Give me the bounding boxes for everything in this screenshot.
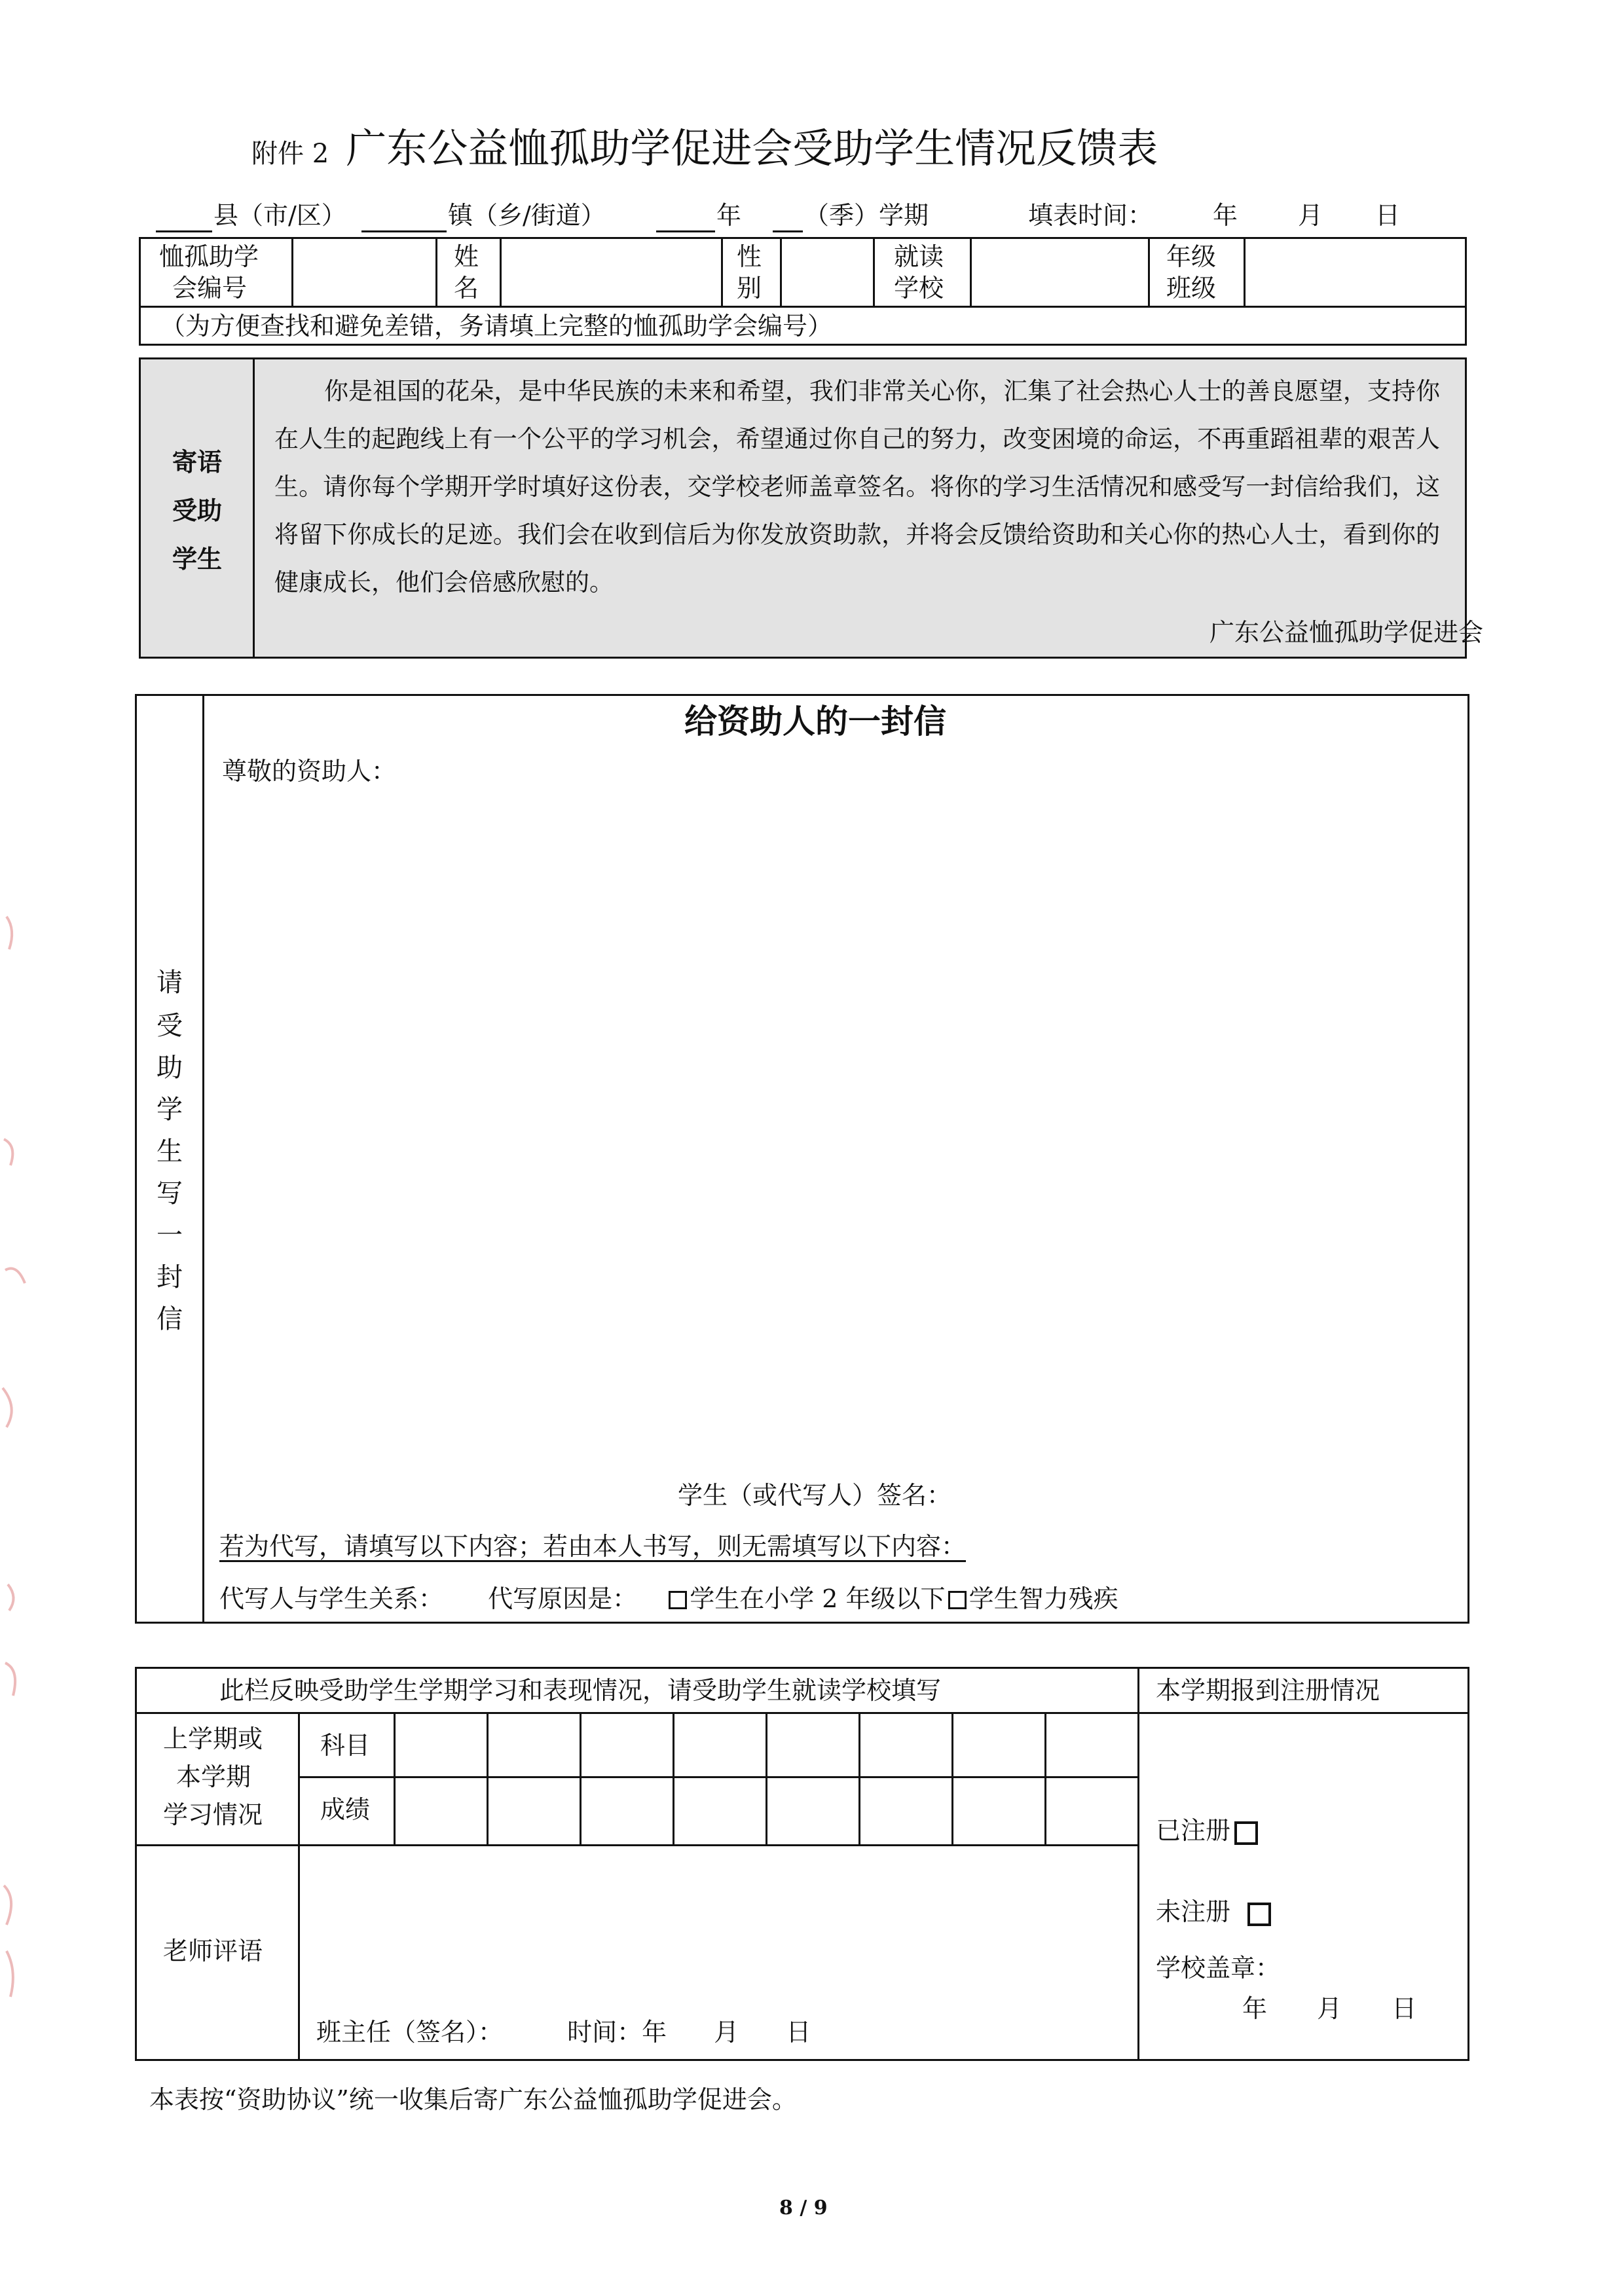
fill-year-unit: 年 [1213, 201, 1238, 230]
form-title: 广东公益恤孤助学促进会受助学生情况反馈表 [346, 124, 1158, 172]
document-title [251, 124, 1158, 172]
letter-box [135, 694, 1469, 1624]
stamp-month-unit: 月 [1317, 1994, 1342, 2023]
sign-year-unit: 年 [642, 2018, 667, 2047]
id-number-field[interactable] [294, 239, 434, 304]
reason-option-young: 学生在小学 2 年级以下 [690, 1584, 946, 1613]
side-char: 封 [157, 1262, 183, 1292]
study-label-line2: 本学期 [176, 1762, 251, 1791]
message-body: 你是祖国的花朵，是中华民族的未来和希望，我们非常关心你，汇集了社会热心人士的善良愿望，支持你在人生的起跑线上有一个公平的学习机会，希望通过你自己的努力，改变困境的命运，不再重蹈祖辈的艰苦人生。请你每个学期开学时填好这份表，交学校老师盖章签名。将你的学习生活情况和感受写一封信给我们，这将留下你成长的足迹。我们会在收到信后为你发放资助款，并将会反馈给资助和关心你的热心人士，看到你的健康成长，他们会倍感欣慰的。 [274, 377, 1440, 596]
stamp-year-unit: 年 [1242, 1994, 1268, 2023]
subject-label: 科目 [320, 1731, 371, 1760]
letter-salutation: 尊敬的资助人： [222, 757, 397, 786]
side-char: 生 [157, 1137, 183, 1167]
subject-grid[interactable] [396, 1715, 1136, 1776]
reason-label: 代写原因是： [488, 1584, 638, 1613]
registered-checkbox[interactable] [1234, 1821, 1258, 1845]
id-note: （为方便查找和避免差错，务请填上完整的恤孤助学会编号） [160, 312, 833, 340]
registered-label: 已注册 [1156, 1816, 1231, 1845]
school-field[interactable] [972, 239, 1147, 304]
message-label-cell [141, 359, 255, 657]
town-label: 镇（乡/街道） [448, 201, 606, 230]
sign-time-label: 时间： [567, 2018, 642, 2047]
registration-header: 本学期报到注册情况 [1156, 1676, 1380, 1705]
name-label-line2: 名 [454, 274, 479, 302]
teacher-comment-label: 老师评语 [163, 1937, 263, 1965]
fill-month-unit: 月 [1298, 201, 1323, 230]
relation-label: 代写人与学生关系： [219, 1584, 444, 1613]
side-char: 请 [157, 968, 183, 998]
school-section-table [135, 1667, 1469, 2061]
reason-checkbox-disability[interactable] [948, 1591, 967, 1609]
score-grid[interactable] [396, 1779, 1136, 1843]
attachment-label: 附件 2 [251, 139, 329, 169]
fill-day-unit: 日 [1375, 201, 1401, 230]
not-registered-label: 未注册 [1156, 1897, 1231, 1926]
message-label-line3: 学生 [172, 544, 223, 574]
message-body-cell [255, 359, 1484, 657]
school-label-line2: 学校 [894, 274, 944, 302]
id-label-line2: 会编号 [172, 274, 248, 302]
side-char: 写 [157, 1178, 183, 1209]
footer-note: 本表按“资助协议”统一收集后寄广东公益恤孤助学促进会。 [149, 2085, 797, 2114]
score-label: 成绩 [320, 1795, 371, 1824]
side-char: 助 [157, 1053, 183, 1083]
town-blank[interactable] [361, 230, 447, 232]
grade-class-field[interactable] [1246, 239, 1464, 304]
year-label: 年 [716, 201, 742, 230]
teacher-comment-field[interactable] [301, 1847, 1136, 2011]
proxy-relation-row [219, 1586, 1118, 1611]
season-blank[interactable] [773, 230, 803, 232]
season-term-label: （季）学期 [804, 201, 929, 230]
message-label-line2: 受助 [172, 496, 223, 525]
stamp-mark [0, 903, 37, 2147]
message-signature: 广东公益恤孤助学促进会 [1209, 618, 1484, 647]
side-char: 一 [157, 1220, 183, 1250]
study-label-line1: 上学期或 [163, 1724, 263, 1753]
school-stamp-label: 学校盖章： [1156, 1954, 1281, 1982]
not-registered-checkbox[interactable] [1247, 1903, 1271, 1926]
name-field[interactable] [502, 239, 720, 304]
gender-field[interactable] [783, 239, 872, 304]
letter-side-label [137, 970, 202, 1362]
county-label: 县（市/区） [213, 201, 346, 230]
stamp-day-unit: 日 [1392, 1994, 1417, 2023]
proxy-note: 若为代写，请填写以下内容；若由本人书写，则无需填写以下内容： [219, 1532, 967, 1561]
letter-signature-label: 学生（或代写人）签名： [678, 1481, 952, 1510]
message-label-line1: 寄语 [172, 447, 223, 477]
side-char: 学 [157, 1095, 183, 1125]
message-box [139, 357, 1484, 659]
student-info-table [139, 237, 1467, 346]
school-section-header: 此栏反映受助学生学期学习和表现情况，请受助学生就读学校填写 [219, 1676, 942, 1705]
grade-label-line1: 年级 [1166, 242, 1217, 271]
side-char: 信 [157, 1304, 183, 1334]
gender-label-line1: 性 [737, 242, 762, 271]
letter-body-area[interactable] [222, 794, 1453, 1449]
page-number: 8 / 9 [779, 2196, 828, 2219]
name-label-line1: 姓 [454, 242, 479, 271]
head-teacher-sign-label: 班主任（签名）： [316, 2018, 504, 2047]
sign-month-unit: 月 [714, 2018, 739, 2047]
sign-day-unit: 日 [786, 2018, 811, 2047]
reason-checkbox-young[interactable] [669, 1591, 687, 1609]
not-registered-row [1156, 1899, 1271, 1926]
registered-row [1156, 1818, 1258, 1845]
school-label-line1: 就读 [894, 242, 944, 271]
grade-label-line2: 班级 [1166, 274, 1217, 302]
county-blank[interactable] [156, 230, 212, 232]
id-label-line1: 恤孤助学 [159, 242, 259, 271]
year-blank[interactable] [656, 230, 715, 232]
gender-label-line2: 别 [737, 274, 762, 302]
side-char: 受 [157, 1011, 183, 1041]
fill-time-label: 填表时间： [1028, 201, 1153, 230]
study-label-line3: 学习情况 [163, 1800, 263, 1829]
stamp-date-row [1242, 1996, 1416, 2021]
head-teacher-sign-row [316, 2020, 811, 2045]
letter-title: 给资助人的一封信 [684, 702, 946, 740]
reason-option-disability: 学生智力残疾 [969, 1584, 1118, 1613]
